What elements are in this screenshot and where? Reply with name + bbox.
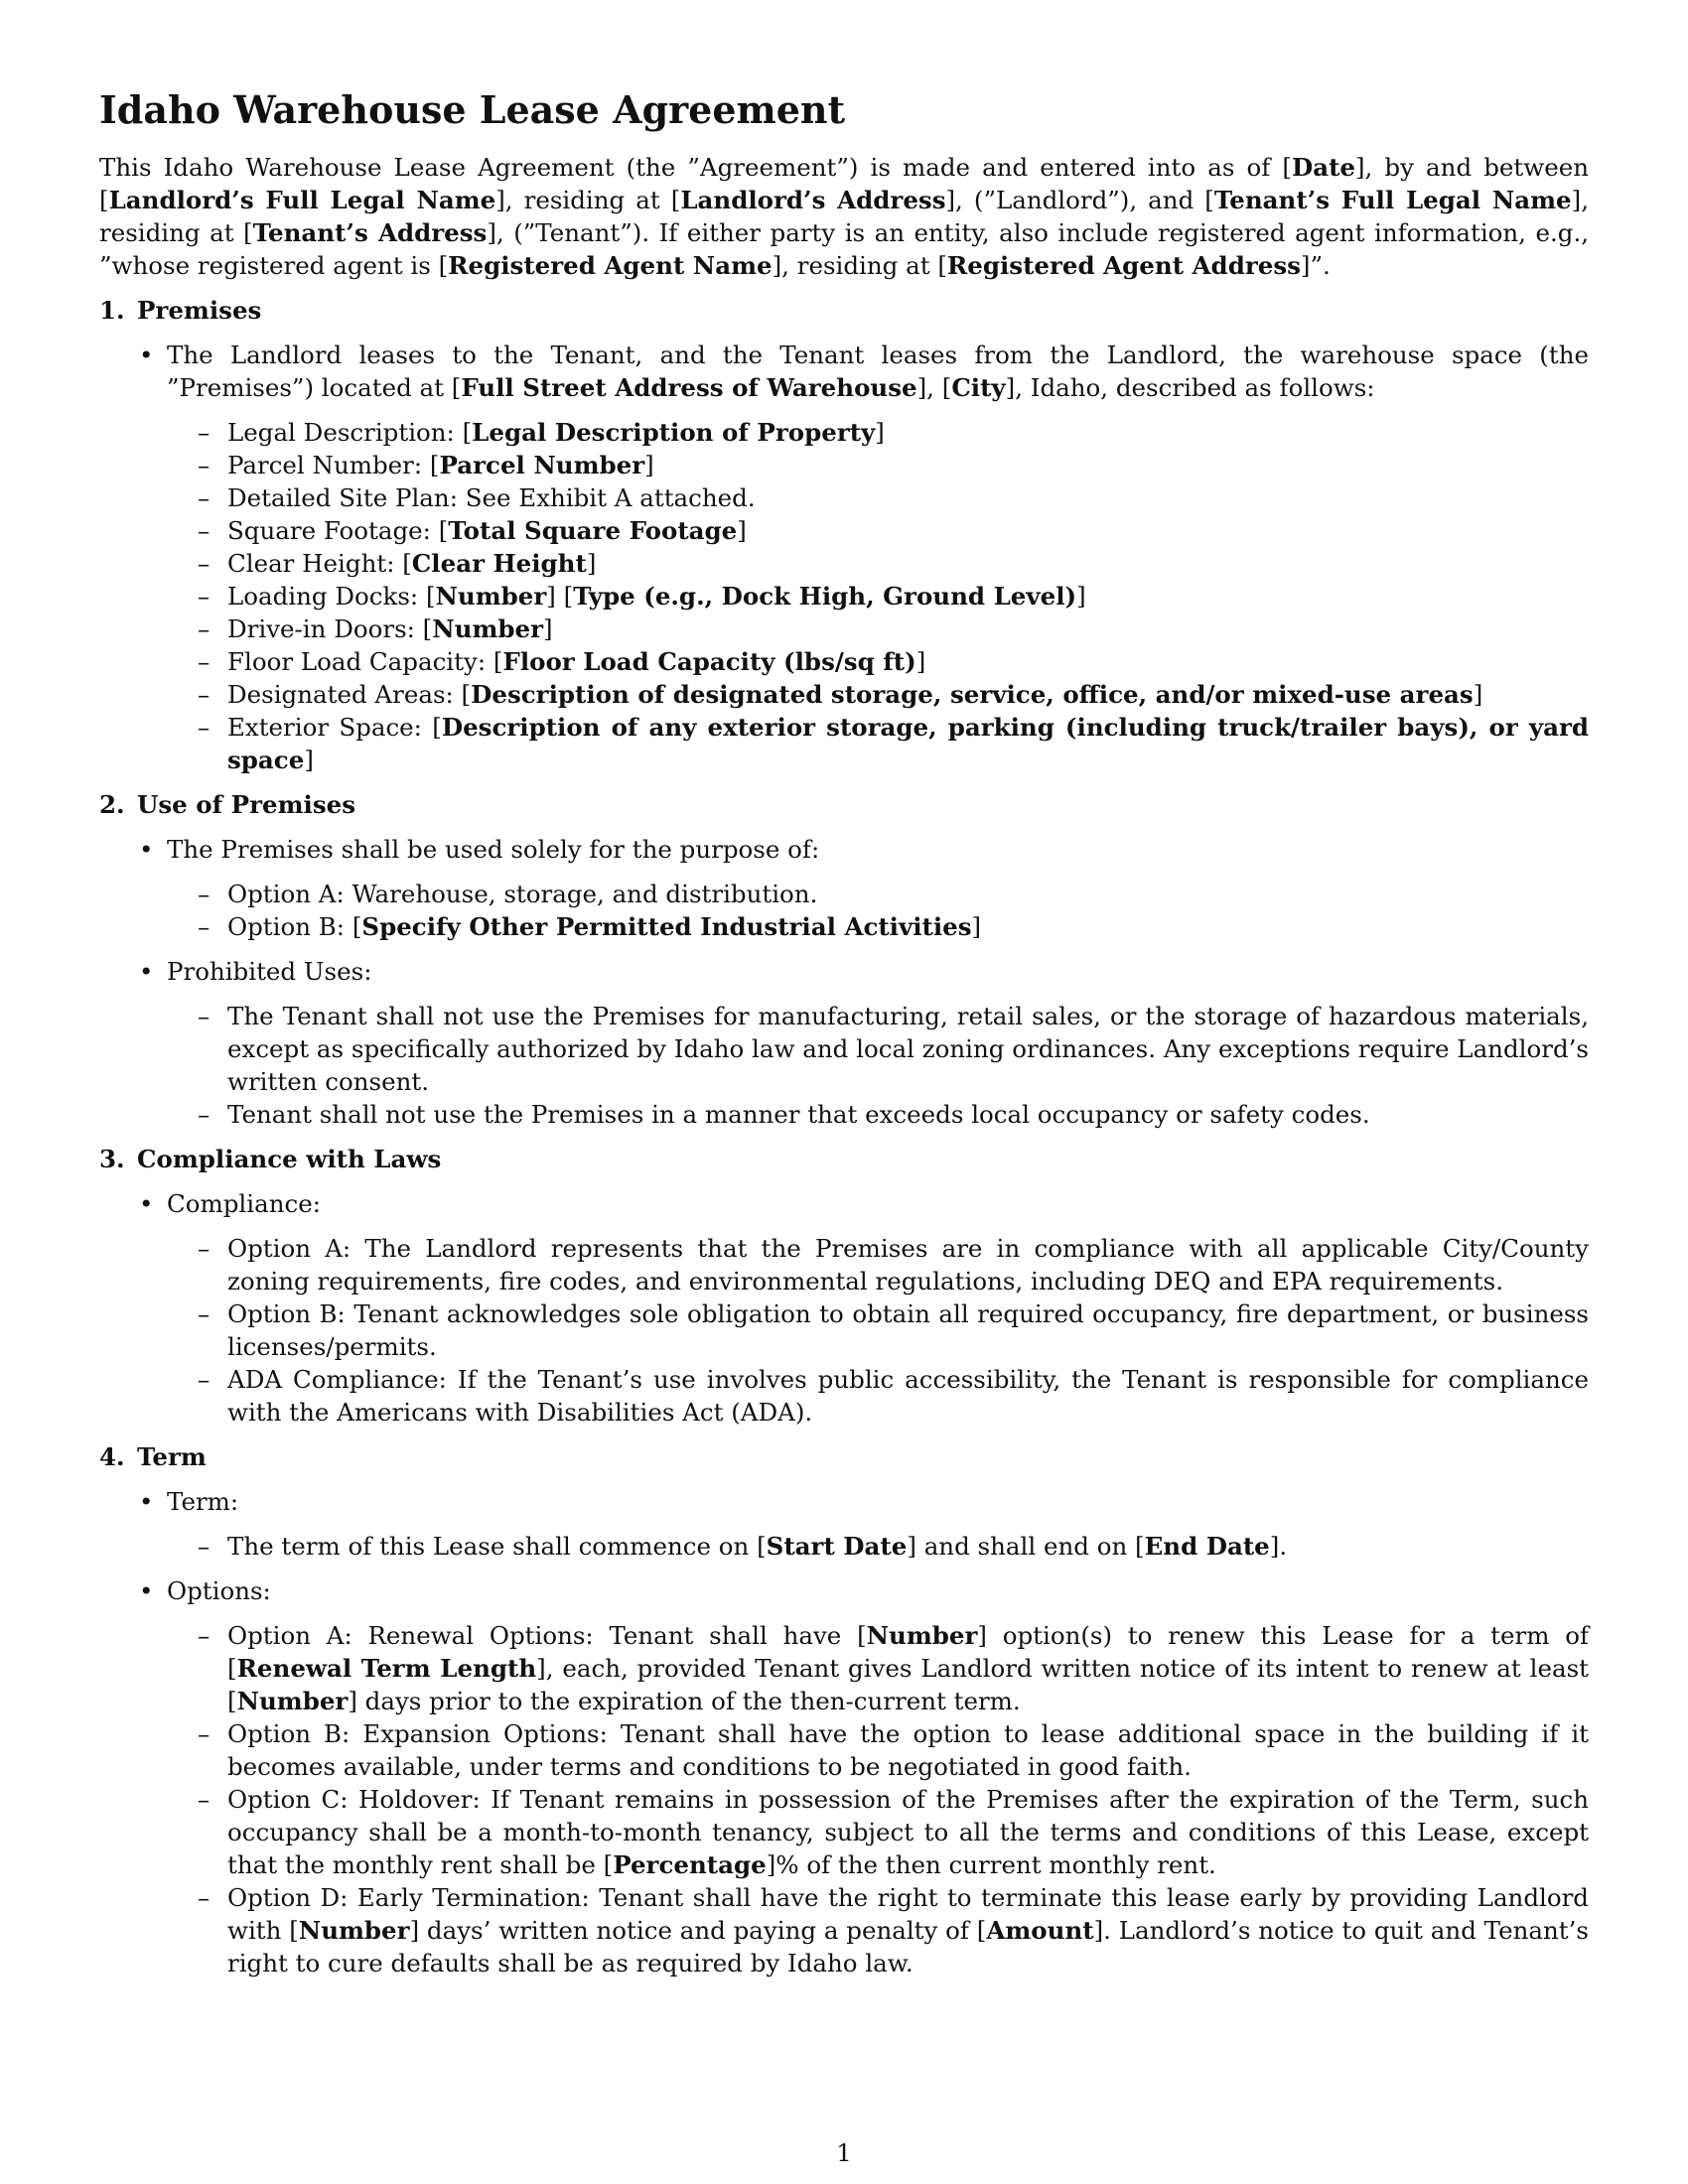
text-run: Option A: Renewal Options: Tenant shall have [ — [227, 1621, 867, 1650]
text-run: Option B: Tenant acknowledges sole obligation to obtain all required occupancy, fire department, or business licenses/permits. — [227, 1299, 1589, 1361]
bullet-list — [99, 1187, 1589, 1429]
text-run: ] — [915, 647, 926, 676]
bullet-item — [167, 955, 1589, 1131]
sub-list-item — [227, 1783, 1589, 1881]
placeholder-field: Clear Height — [411, 549, 587, 578]
section-title: Compliance with Laws — [137, 1145, 442, 1173]
placeholder-field: Landlord’s Address — [680, 186, 946, 214]
text-run: Option D: Early Termination: Tenant shall have the right to terminate this lease early by providing Landlord with [ — [227, 1883, 1589, 1945]
text-run: Designated Areas: [ — [227, 680, 472, 709]
placeholder-field: Legal Description of Property — [472, 418, 876, 447]
placeholder-field: End Date — [1144, 1532, 1270, 1561]
placeholder-field: Percentage — [613, 1850, 767, 1879]
sub-list-item — [227, 910, 1589, 943]
text-run: Option A: Warehouse, storage, and distribution. — [227, 880, 818, 908]
section-title: Premises — [137, 296, 262, 325]
sub-list — [167, 1232, 1589, 1429]
text-run: Clear Height: [ — [227, 549, 412, 578]
sub-list — [167, 416, 1589, 776]
bullet-text — [167, 1189, 321, 1218]
sub-list-item — [227, 514, 1589, 547]
text-run: Square Footage: [ — [227, 516, 449, 545]
placeholder-field: Start Date — [766, 1532, 908, 1561]
text-run: ], residing at [ — [99, 186, 1589, 247]
text-run: ] — [644, 451, 654, 479]
bullet-item — [167, 1485, 1589, 1563]
section-number: 4. — [99, 1442, 125, 1471]
text-run: ] — [586, 549, 597, 578]
text-run: ] — [543, 614, 553, 643]
sub-list-item — [227, 1530, 1589, 1563]
text-run: ]% of the then current monthly rent. — [766, 1850, 1216, 1879]
placeholder-field: Number — [866, 1621, 978, 1650]
bullet-item — [167, 1574, 1589, 1979]
text-run: ] — [737, 516, 747, 545]
text-run: Floor Load Capacity: [ — [227, 647, 503, 676]
section-number: 1. — [99, 296, 125, 325]
text-run: Option A: The Landlord represents that the Premises are in compliance with all applicable City/County zoning requirements, fire codes, and environmental regulations, including DEQ and EPA requirements. — [227, 1234, 1589, 1296]
text-run: Options: — [167, 1576, 271, 1605]
placeholder-field: Landlord’s Full Legal Name — [108, 186, 496, 214]
sub-list-item — [227, 645, 1589, 678]
section-heading — [99, 788, 1589, 821]
placeholder-field: Number — [298, 1916, 410, 1945]
sub-list-item — [227, 1619, 1589, 1717]
placeholder-field: Total Square Footage — [448, 516, 738, 545]
text-run: ], (”Landlord”), and [ — [945, 186, 1214, 214]
sub-list — [167, 1619, 1589, 1979]
section-number: 3. — [99, 1145, 125, 1173]
text-run: Tenant shall not use the Premises in a manner that exceeds local occupancy or safety codes. — [227, 1100, 1370, 1129]
placeholder-field: Type (e.g., Dock High, Ground Level) — [573, 582, 1077, 611]
text-run: Drive-in Doors: [ — [227, 614, 433, 643]
intro-paragraph — [99, 151, 1589, 282]
sub-list-item — [227, 1297, 1589, 1363]
text-run: ], residing at [ — [772, 251, 947, 280]
text-run: ], [ — [916, 373, 952, 402]
text-run: ], each, provided Tenant gives Landlord written notice of its intent to renew at least [ — [227, 1654, 1589, 1715]
sub-list-item — [227, 1000, 1589, 1098]
sub-list-item — [227, 711, 1589, 776]
sections-container — [99, 294, 1589, 1979]
placeholder-field: Registered Agent Address — [946, 251, 1301, 280]
section-title: Term — [137, 1442, 207, 1471]
text-run: ] [ — [546, 582, 574, 611]
sub-list-item — [227, 1717, 1589, 1783]
sub-list-item — [227, 1363, 1589, 1429]
page-number: 1 — [836, 2138, 852, 2167]
section-2 — [99, 788, 1589, 1131]
text-run: Option B: Expansion Options: Tenant shall have the option to lease additional space in the building if it becomes available, under terms and conditions to be negotiated in good faith. — [227, 1719, 1589, 1781]
text-run: Legal Description: [ — [227, 418, 473, 447]
text-run: Parcel Number: [ — [227, 451, 440, 479]
text-run: ] — [1473, 680, 1483, 709]
bullet-item — [167, 1187, 1589, 1429]
section-title: Use of Premises — [137, 790, 356, 819]
sub-list-item — [227, 580, 1589, 613]
placeholder-field: Parcel Number — [439, 451, 645, 479]
text-run: ]. — [1269, 1532, 1288, 1561]
bullet-text — [167, 1487, 238, 1516]
text-run: ]”. — [1300, 251, 1331, 280]
text-run: ] days’ written notice and paying a penalty of [ — [409, 1916, 987, 1945]
text-run: Exterior Space: [ — [227, 713, 442, 742]
placeholder-field: City — [951, 373, 1006, 402]
sub-list-item — [227, 1881, 1589, 1979]
text-run: ], Idaho, described as follows: — [1005, 373, 1375, 402]
text-run: This Idaho Warehouse Lease Agreement (the ”Agreement”) is made and entered into as of [ — [99, 153, 1292, 182]
text-run: Option B: [ — [227, 912, 362, 941]
text-run: Prohibited Uses: — [167, 957, 372, 986]
bullet-list — [99, 1485, 1589, 1979]
sub-list — [167, 1530, 1589, 1563]
text-run: ] — [875, 418, 885, 447]
section-heading — [99, 294, 1589, 327]
section-3 — [99, 1143, 1589, 1429]
bullet-text — [167, 341, 1589, 402]
bullet-item — [167, 339, 1589, 776]
text-run: ADA Compliance: If the Tenant’s use involves public accessibility, the Tenant is responsible for compliance with the Americans with Disabilities Act (ADA). — [227, 1365, 1589, 1427]
placeholder-field: Tenant’s Address — [252, 218, 488, 247]
placeholder-field: Floor Load Capacity (lbs/sq ft) — [502, 647, 916, 676]
text-run: Term: — [167, 1487, 239, 1516]
section-number: 2. — [99, 790, 125, 819]
text-run: ], residing at [ — [495, 186, 681, 214]
bullet-text — [167, 835, 819, 864]
bullet-text — [167, 957, 371, 986]
sub-list-item — [227, 449, 1589, 481]
section-4 — [99, 1440, 1589, 1979]
text-run: Compliance: — [167, 1189, 321, 1218]
placeholder-field: Number — [432, 614, 544, 643]
text-run: ], (”Tenant”). If either party is an entity, also include registered agent information, e.g., ”whose registered agent is [ — [99, 218, 1590, 280]
bullet-text — [167, 1576, 271, 1605]
sub-list — [167, 878, 1589, 943]
placeholder-field: Renewal Term Length — [236, 1654, 537, 1683]
text-run: The term of this Lease shall commence on [ — [227, 1532, 767, 1561]
text-run: ] — [971, 912, 982, 941]
text-run: ] — [1076, 582, 1086, 611]
text-run: The Landlord leases to the Tenant, and the Tenant leases from the Landlord, the warehouse space (the ”Premises”) located at [ — [167, 341, 1589, 402]
text-run: Option C: Holdover: If Tenant remains in possession of the Premises after the expiration of the Term, such occupancy shall be a month-to-month tenancy, subject to all the terms and conditions of this Lease, except that the monthly rent shall be [ — [227, 1785, 1589, 1879]
text-run: ]. Landlord’s notice to quit and Tenant’s right to cure defaults shall be as required by Idaho law. — [227, 1916, 1589, 1978]
sub-list-item — [227, 416, 1589, 449]
sub-list-item — [227, 878, 1589, 910]
placeholder-field: Number — [236, 1687, 349, 1715]
text-run: ] and shall end on [ — [907, 1532, 1145, 1561]
text-run: Loading Docks: [ — [227, 582, 436, 611]
text-run: The Tenant shall not use the Premises for manufacturing, retail sales, or the storage of hazardous materials, except as specifically authorized by Idaho law and local zoning ordinances. Any exceptions require Landlord’s written consent. — [227, 1002, 1589, 1096]
placeholder-field: Amount — [986, 1916, 1094, 1945]
placeholder-field: Date — [1291, 153, 1355, 182]
placeholder-field: Full Street Address of Warehouse — [461, 373, 917, 402]
sub-list-item — [227, 1232, 1589, 1297]
section-1 — [99, 294, 1589, 776]
text-run: ], by and between [ — [99, 153, 1589, 214]
text-run: Detailed Site Plan: See Exhibit A attached. — [227, 483, 756, 512]
placeholder-field: Registered Agent Name — [448, 251, 773, 280]
placeholder-field: Description of designated storage, service, office, and/or mixed-use areas — [471, 680, 1474, 709]
placeholder-field: Specify Other Permitted Industrial Activities — [361, 912, 972, 941]
text-run: ] option(s) to renew this Lease for a term of [ — [227, 1621, 1590, 1683]
bullet-list — [99, 833, 1589, 1131]
placeholder-field: Number — [435, 582, 547, 611]
sub-list-item — [227, 613, 1589, 645]
sub-list-item — [227, 1098, 1589, 1131]
bullet-list — [99, 339, 1589, 776]
document-page — [99, 87, 1589, 1991]
placeholder-field: Tenant’s Full Legal Name — [1213, 186, 1572, 214]
text-run: ] days prior to the expiration of the then-current term. — [348, 1687, 1021, 1715]
sub-list — [167, 1000, 1589, 1131]
bullet-item — [167, 833, 1589, 943]
section-heading — [99, 1440, 1589, 1473]
sub-list-item — [227, 547, 1589, 580]
document-title: Idaho Warehouse Lease Agreement — [99, 87, 846, 132]
text-run: ] — [304, 746, 314, 774]
placeholder-field: Description of any exterior storage, parking (including truck/trailer bays), or yard space — [227, 713, 1589, 774]
section-heading — [99, 1143, 1589, 1175]
sub-list-item — [227, 678, 1589, 711]
sub-list-item — [227, 481, 1589, 514]
text-run: The Premises shall be used solely for the purpose of: — [167, 835, 820, 864]
